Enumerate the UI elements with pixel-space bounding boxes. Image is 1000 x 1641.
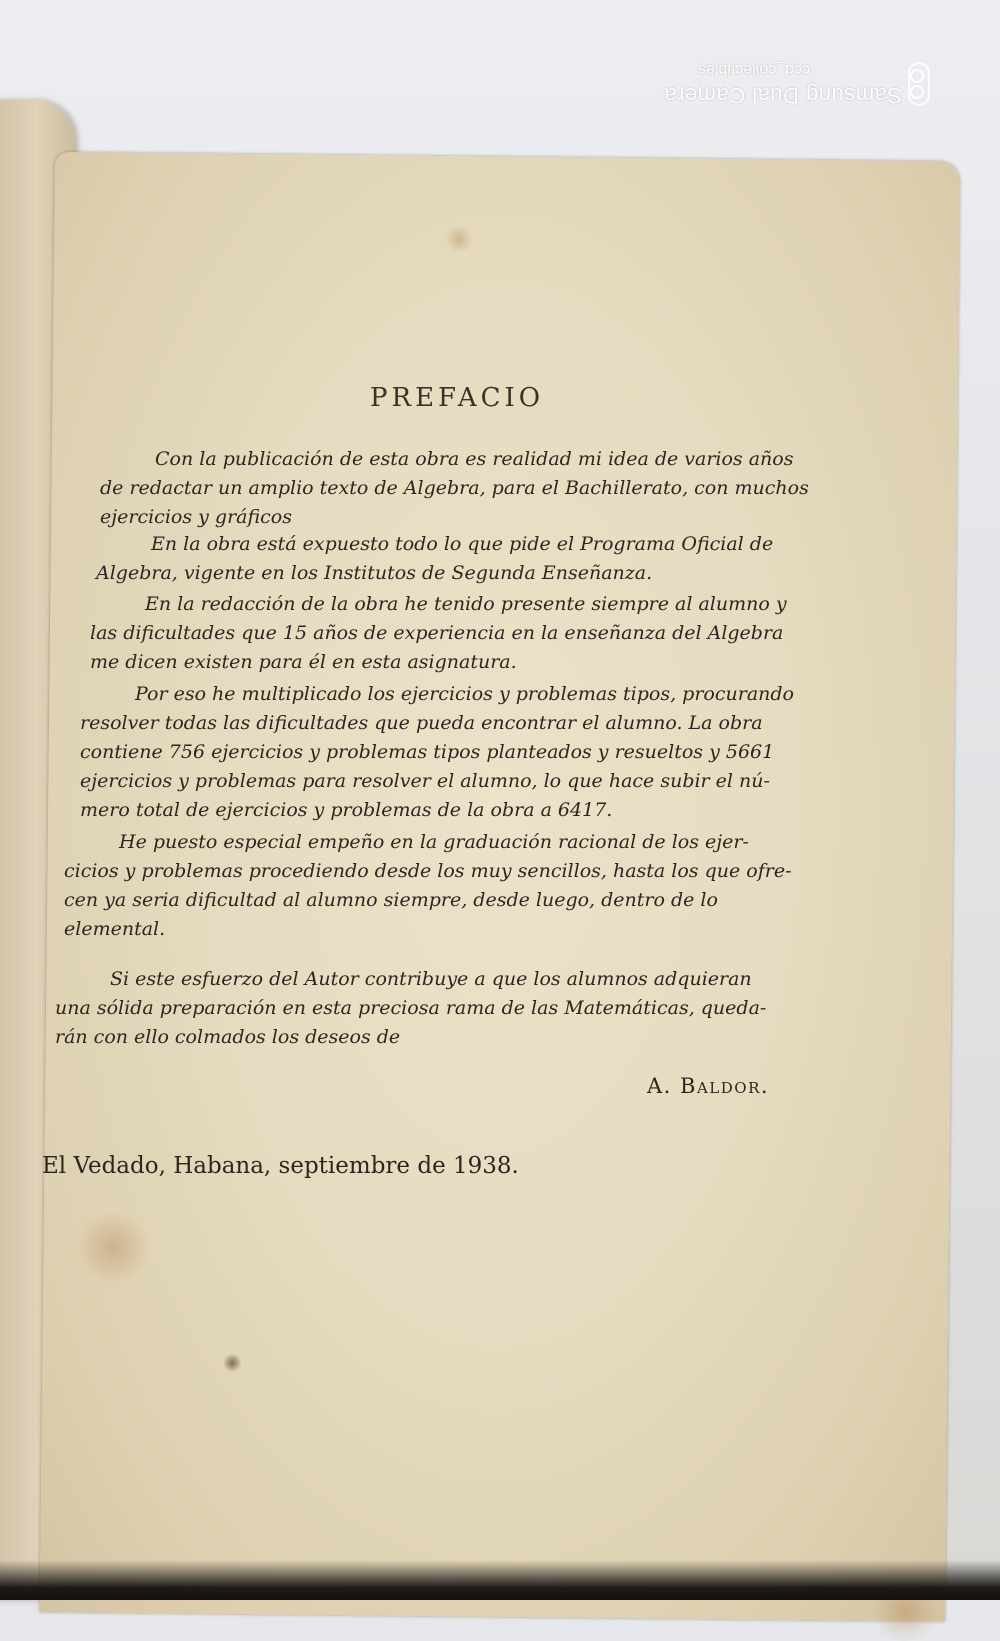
watermark-user-text: ccd_collectibles: [697, 61, 810, 78]
paragraph: [64, 828, 792, 944]
paragraph-line: Por eso he multiplicado los ejercicios y problemas tipos, procurando: [135, 683, 794, 705]
author-signature: A. Baldor.: [647, 1074, 770, 1098]
paragraph-line: resolver todas las dificultades que pueda encontrar el alumno. La obra: [80, 712, 763, 734]
paragraph-line: las dificultades que 15 años de experiencia en la enseñanza del Algebra: [90, 622, 784, 644]
paragraph: [90, 590, 787, 677]
paragraph-line: cicios y problemas procediendo desde los muy sencillos, hasta los que ofre-: [64, 860, 792, 882]
camera-watermark: [600, 38, 930, 108]
paragraph-line: mero total de ejercicios y problemas de la obra a 6417.: [80, 799, 613, 821]
paragraph-line: cen ya seria dificultad al alumno siempre, desde luego, dentro de lo: [64, 889, 718, 911]
paragraph-line: En la redacción de la obra he tenido presente siempre al alumno y: [145, 593, 787, 615]
paragraph-line: rán con ello colmados los deseos de: [55, 1026, 401, 1048]
paragraph-line: En la obra está expuesto todo lo que pide el Programa Oficial de: [151, 533, 774, 555]
paragraph: [55, 965, 766, 1052]
paragraph-line: contiene 756 ejercicios y problemas tipos planteados y resueltos y 5661: [80, 741, 775, 763]
paragraph-line: ejercicios y gráficos: [100, 506, 292, 528]
dateline: El Vedado, Habana, septiembre de 1938.: [42, 1153, 519, 1179]
paragraph-line: de redactar un amplio texto de Algebra, para el Bachillerato, con muchos: [100, 477, 809, 499]
paragraph: [100, 445, 809, 532]
paragraph-line: He puesto especial empeño en la graduación racional de los ejer-: [119, 831, 749, 853]
paragraph: [96, 530, 773, 588]
paragraph-line: elemental.: [64, 918, 166, 940]
watermark-camera-text: Samsung Dual Camera: [663, 83, 902, 108]
paragraph: [80, 680, 794, 825]
paragraph-line: Si este esfuerzo del Autor contribuye a que los alumnos adquieran: [110, 968, 752, 990]
dual-camera-icon: [908, 62, 930, 106]
foxing-stain: [444, 226, 474, 252]
page-title: PREFACIO: [370, 383, 545, 413]
paragraph-line: una sólida preparación en esta preciosa rama de las Matemáticas, queda-: [55, 997, 767, 1019]
bottom-shadow: [0, 1560, 1000, 1600]
paragraph-line: ejercicios y problemas para resolver el alumno, lo que hace subir el nú-: [80, 770, 770, 792]
paragraph-line: Algebra, vigente en los Institutos de Segunda Enseñanza.: [96, 562, 653, 584]
ink-spot: [222, 1354, 242, 1372]
foxing-stain: [73, 1212, 154, 1283]
paragraph-line: Con la publicación de esta obra es realidad mi idea de varios años: [155, 448, 794, 470]
paragraph-line: me dicen existen para él en esta asignatura.: [90, 651, 517, 673]
